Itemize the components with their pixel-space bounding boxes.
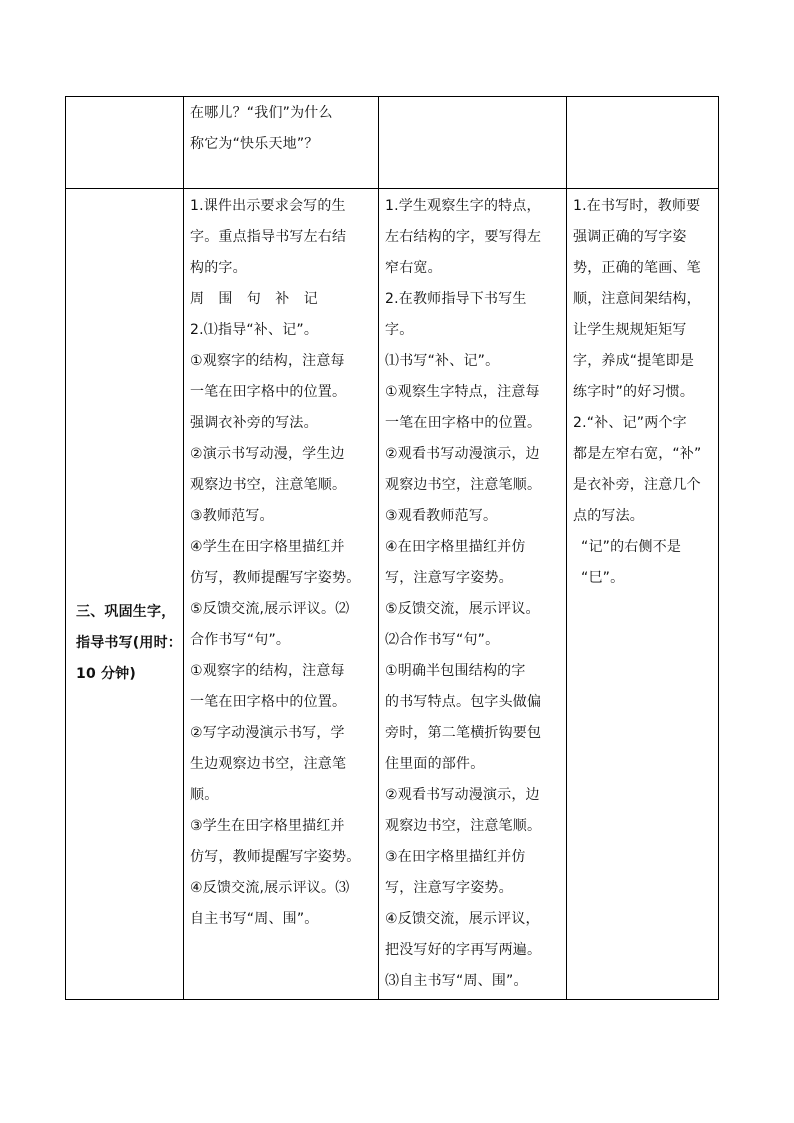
student-activity-cell (385, 191, 541, 997)
text-line: 称它为“快乐天地”？ (190, 136, 319, 152)
text-line: 一笔在田字格中的位置。 (190, 384, 347, 400)
text-line: 窄右宽。 (385, 260, 442, 276)
text-line: 1.学生观察生字的特点， (385, 198, 541, 214)
text-line: 字。 (385, 322, 414, 338)
text-line: 周 围 句 补 记 (190, 291, 318, 307)
stage-label-line: 指导书写(用时： (76, 635, 182, 651)
text-line: 生边观察边书空，注意笔 (190, 756, 347, 772)
text-line: 让学生规规矩矩写 (573, 322, 687, 338)
text-line: 2.“补、记”两个字 (573, 415, 687, 431)
text-line: ②观看书写动漫演示，边 (385, 446, 540, 462)
stage-label-line: 三、巩固生字， (76, 604, 176, 620)
text-line: ⑴书写“补、记”。 (385, 353, 500, 369)
column-divider (566, 97, 567, 999)
top-row-teacher-cell (190, 98, 333, 160)
text-line: ②演示书写动漫，学生边 (190, 446, 345, 462)
text-line: 一笔在田字格中的位置。 (385, 415, 542, 431)
text-line: ①观察生字特点，注意每 (385, 384, 540, 400)
text-line: 练字时”的好习惯。 (573, 384, 695, 400)
text-line: ④反馈交流,展示评议。⑶ (190, 880, 350, 896)
text-line: 点的写法。 (573, 508, 644, 524)
text-line: 合作书写“句”。 (190, 632, 291, 648)
text-line: 仿写，教师提醒写字姿势。 (190, 570, 361, 586)
text-line: 写，注意写字姿势。 (385, 570, 513, 586)
text-line: 强调衣补旁的写法。 (190, 415, 318, 431)
text-line: 顺。 (190, 787, 219, 803)
stage-label-line: 10 分钟) (76, 666, 136, 682)
text-line: ①观察字的结构，注意每 (190, 353, 345, 369)
text-line: 1.在书写时，教师要 (573, 198, 701, 214)
text-line: ①明确半包围结构的字 (385, 663, 526, 679)
text-line: 顺，注意间架结构， (573, 291, 701, 307)
stage-label-cell (76, 597, 182, 690)
text-line: ④在田字格里描红并仿 (385, 539, 526, 555)
text-line: ④反馈交流，展示评议， (385, 911, 540, 927)
text-line: 是衣补旁，注意几个 (573, 477, 701, 493)
text-line: 字。重点指导书写左右结 (190, 229, 347, 245)
text-line: 势，正确的笔画、笔 (573, 260, 701, 276)
text-line: 观察边书空，注意笔顺。 (385, 818, 542, 834)
text-line: ⑤反馈交流,展示评议。⑵ (190, 601, 350, 617)
text-line: 把没写好的字再写两遍。 (385, 942, 542, 958)
text-line: ③学生在田字格里描红并 (190, 818, 345, 834)
text-line: ⑤反馈交流，展示评议。 (385, 601, 540, 617)
design-notes-cell (573, 191, 702, 594)
text-line: ⑵合作书写“句”。 (385, 632, 500, 648)
text-line: 仿写，教师提醒写字姿势。 (190, 849, 361, 865)
text-line: 自主书写“周、围”。 (190, 911, 319, 927)
text-line: 2.在教师指导下书写生 (385, 291, 527, 307)
text-line: 旁时，第二笔横折钩要包 (385, 725, 542, 741)
teacher-activity-cell (190, 191, 360, 935)
text-line: “巳”。 (581, 570, 625, 586)
row-divider (66, 188, 718, 189)
text-line: ③观看教师范写。 (385, 508, 498, 524)
column-divider (183, 97, 184, 999)
text-line: “记”的右侧不是 (581, 539, 682, 555)
text-line: ①观察字的结构，注意每 (190, 663, 345, 679)
lesson-plan-table (65, 96, 719, 1000)
text-line: 1.课件出示要求会写的生 (190, 198, 346, 214)
text-line: 构的字。 (190, 260, 247, 276)
text-line: 写，注意写字姿势。 (385, 880, 513, 896)
text-line: 一笔在田字格中的位置。 (190, 694, 347, 710)
text-line: 字，养成“提笔即是 (573, 353, 695, 369)
text-line: 在哪儿？“我们”为什么 (190, 105, 333, 121)
text-line: 观察边书空，注意笔顺。 (385, 477, 542, 493)
text-line: 都是左窄右宽，“补” (573, 446, 702, 462)
text-line: 住里面的部件。 (385, 756, 485, 772)
text-line: 左右结构的字，要写得左 (385, 229, 542, 245)
text-line: ②观看书写动漫演示，边 (385, 787, 540, 803)
text-line: ⑶自主书写“周、围”。 (385, 973, 528, 989)
text-line: ④学生在田字格里描红并 (190, 539, 345, 555)
text-line: 强调正确的写字姿 (573, 229, 687, 245)
text-line: ③在田字格里描红并仿 (385, 849, 526, 865)
text-line: ②写字动漫演示书写，学 (190, 725, 345, 741)
text-line: 的书写特点。包字头做偏 (385, 694, 542, 710)
text-line: 观察边书空，注意笔顺。 (190, 477, 347, 493)
column-divider (378, 97, 379, 999)
text-line: ③教师范写。 (190, 508, 274, 524)
text-line: 2.⑴指导“补、记”。 (190, 322, 319, 338)
